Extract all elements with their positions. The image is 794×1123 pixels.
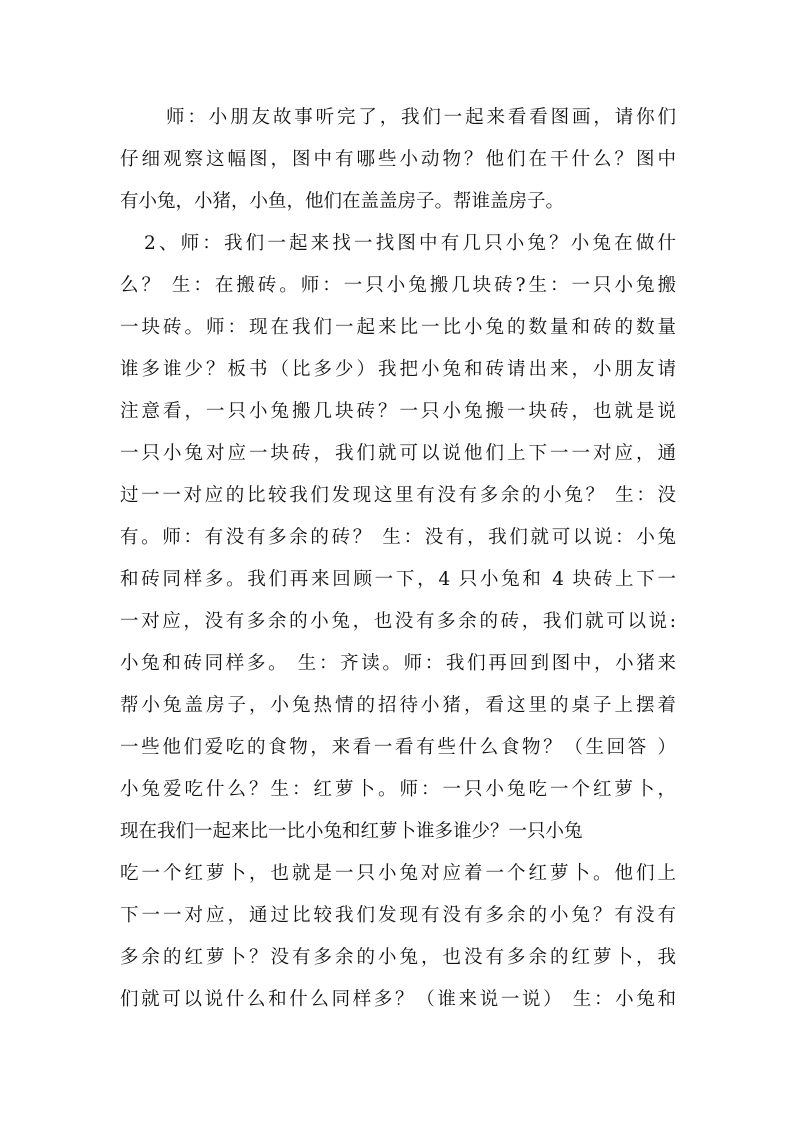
text-line-4: 2、师：我们一起来找一找图中有几只小兔？小兔在做什: [144, 233, 676, 254]
text-line-19: 吃一个红萝卜，也就是一只小兔对应着一个红萝卜。他们上: [120, 863, 676, 884]
text-line-6: 一块砖。师：现在我们一起来比一比小兔的数量和砖的数量: [120, 317, 676, 338]
text-line-20: 下一一对应，通过比较我们发现有没有多余的小兔？有没有: [120, 905, 676, 926]
text-line-12: 和砖同样多。我们再来回顾一下，4 只小兔和 4 块砖上下一: [120, 569, 676, 590]
text-line-14: 小兔和砖同样多。 生：齐读。师：我们再回到图中，小猪来: [120, 653, 676, 674]
text-line-21: 多余的红萝卜？没有多余的小兔，也没有多余的红萝卜，我: [120, 947, 676, 968]
text-line-5: 么？ 生：在搬砖。师：一只小兔搬几块砖?生：一只小兔搬: [120, 275, 676, 296]
text-line-9: 一只小兔对应一块砖，我们就可以说他们上下一一对应，通: [120, 443, 676, 464]
text-line-3: 有小兔，小猪，小鱼，他们在盖盖房子。帮谁盖房子。: [120, 191, 565, 212]
text-line-1: 师：小朋友故事听完了，我们一起来看看图画，请你们: [166, 107, 676, 128]
text-line-11: 有。师：有没有多余的砖？ 生：没有，我们就可以说：小兔: [120, 527, 676, 548]
text-line-18: 现在我们一起来比一比小兔和红萝卜谁多谁少？一只小兔: [120, 821, 583, 842]
text-line-13: 一对应，没有多余的小兔，也没有多余的砖，我们就可以说:: [120, 611, 676, 632]
text-line-8: 注意看，一只小兔搬几块砖？一只小兔搬一块砖，也就是说: [120, 401, 676, 422]
text-line-2: 仔细观察这幅图，图中有哪些小动物？他们在干什么？图中: [120, 149, 676, 170]
text-line-17: 小兔爱吃什么？生：红萝卜。师：一只小兔吃一个红萝卜，: [120, 779, 676, 800]
text-line-7: 谁多谁少？板书（比多少）我把小兔和砖请出来，小朋友请: [120, 359, 676, 380]
text-line-22: 们就可以说什么和什么同样多？（谁来说一说） 生：小兔和: [120, 989, 676, 1010]
text-line-16: 一些他们爱吃的食物，来看一看有些什么食物？（生回答 ）: [120, 737, 676, 758]
text-line-15: 帮小兔盖房子，小兔热情的招待小猪，看这里的桌子上摆着: [120, 695, 676, 716]
text-line-10: 过一一对应的比较我们发现这里有没有多余的小兔？ 生：没: [120, 485, 676, 506]
